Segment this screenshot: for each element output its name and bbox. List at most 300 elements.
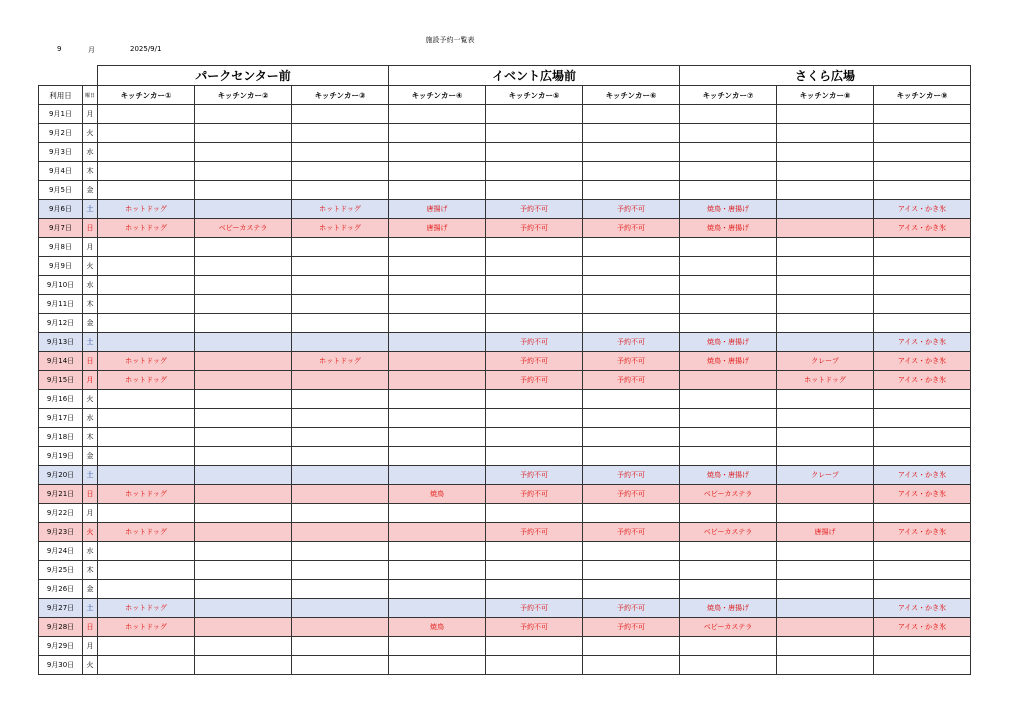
reservation-cell[interactable]: [583, 637, 680, 656]
reservation-cell[interactable]: [777, 447, 874, 466]
reservation-cell[interactable]: [874, 637, 971, 656]
reservation-cell[interactable]: [680, 295, 777, 314]
reservation-cell[interactable]: [583, 181, 680, 200]
reservation-cell[interactable]: [389, 143, 486, 162]
reservation-cell[interactable]: [486, 428, 583, 447]
reservation-cell[interactable]: [874, 105, 971, 124]
reservation-cell[interactable]: ベビーカステラ: [680, 485, 777, 504]
reservation-cell[interactable]: [486, 314, 583, 333]
reservation-cell[interactable]: [680, 314, 777, 333]
date-cell[interactable]: 9月22日: [39, 504, 83, 523]
reservation-cell[interactable]: [98, 162, 195, 181]
reservation-cell[interactable]: [874, 409, 971, 428]
reservation-cell[interactable]: [195, 580, 292, 599]
reservation-cell[interactable]: [98, 276, 195, 295]
reservation-cell[interactable]: [389, 295, 486, 314]
reservation-cell[interactable]: 予約不可: [583, 523, 680, 542]
reservation-cell[interactable]: ホットドッグ: [777, 371, 874, 390]
weekday-cell[interactable]: 火: [83, 523, 98, 542]
reservation-cell[interactable]: [98, 181, 195, 200]
reservation-cell[interactable]: アイス・かき氷: [874, 219, 971, 238]
reservation-cell[interactable]: クレープ: [777, 466, 874, 485]
reservation-cell[interactable]: [389, 428, 486, 447]
reservation-cell[interactable]: 焼鳥・唐揚げ: [680, 599, 777, 618]
reservation-cell[interactable]: [680, 580, 777, 599]
reservation-cell[interactable]: [98, 295, 195, 314]
reservation-cell[interactable]: [583, 428, 680, 447]
reservation-cell[interactable]: [583, 105, 680, 124]
reservation-cell[interactable]: [195, 618, 292, 637]
reservation-cell[interactable]: 予約不可: [486, 599, 583, 618]
reservation-cell[interactable]: [583, 276, 680, 295]
reservation-cell[interactable]: 予約不可: [583, 371, 680, 390]
reservation-cell[interactable]: [292, 466, 389, 485]
reservation-cell[interactable]: [680, 124, 777, 143]
reservation-cell[interactable]: [389, 105, 486, 124]
reservation-cell[interactable]: [486, 295, 583, 314]
reservation-cell[interactable]: [292, 656, 389, 675]
reservation-cell[interactable]: [777, 637, 874, 656]
reservation-cell[interactable]: [292, 428, 389, 447]
reservation-cell[interactable]: 焼鳥: [389, 618, 486, 637]
reservation-cell[interactable]: 予約不可: [583, 219, 680, 238]
reservation-cell[interactable]: [583, 295, 680, 314]
date-cell[interactable]: 9月15日: [39, 371, 83, 390]
reservation-cell[interactable]: [583, 656, 680, 675]
reservation-cell[interactable]: 予約不可: [583, 485, 680, 504]
reservation-cell[interactable]: [195, 447, 292, 466]
reservation-cell[interactable]: [389, 352, 486, 371]
reservation-cell[interactable]: [98, 238, 195, 257]
reservation-cell[interactable]: [486, 238, 583, 257]
reservation-cell[interactable]: [389, 390, 486, 409]
reservation-cell[interactable]: 予約不可: [583, 200, 680, 219]
reservation-cell[interactable]: アイス・かき氷: [874, 371, 971, 390]
reservation-cell[interactable]: 予約不可: [583, 599, 680, 618]
reservation-cell[interactable]: [486, 447, 583, 466]
reservation-cell[interactable]: ホットドッグ: [292, 219, 389, 238]
reservation-cell[interactable]: [292, 124, 389, 143]
reservation-cell[interactable]: [292, 485, 389, 504]
reservation-cell[interactable]: アイス・かき氷: [874, 200, 971, 219]
reservation-cell[interactable]: [389, 238, 486, 257]
weekday-cell[interactable]: 金: [83, 580, 98, 599]
reservation-cell[interactable]: [486, 143, 583, 162]
reservation-cell[interactable]: [292, 599, 389, 618]
reservation-cell[interactable]: [777, 276, 874, 295]
reservation-cell[interactable]: ホットドッグ: [98, 371, 195, 390]
reservation-cell[interactable]: [389, 466, 486, 485]
reservation-cell[interactable]: [292, 276, 389, 295]
reservation-cell[interactable]: [98, 466, 195, 485]
reservation-cell[interactable]: [389, 162, 486, 181]
reservation-cell[interactable]: [583, 124, 680, 143]
reservation-cell[interactable]: [777, 314, 874, 333]
reservation-cell[interactable]: [195, 143, 292, 162]
reservation-cell[interactable]: [680, 409, 777, 428]
reservation-cell[interactable]: [292, 238, 389, 257]
weekday-cell[interactable]: 金: [83, 314, 98, 333]
reservation-cell[interactable]: 焼鳥・唐揚げ: [680, 219, 777, 238]
date-cell[interactable]: 9月7日: [39, 219, 83, 238]
date-cell[interactable]: 9月3日: [39, 143, 83, 162]
reservation-cell[interactable]: [389, 371, 486, 390]
date-cell[interactable]: 9月4日: [39, 162, 83, 181]
date-cell[interactable]: 9月2日: [39, 124, 83, 143]
reservation-cell[interactable]: [98, 656, 195, 675]
reservation-cell[interactable]: [389, 447, 486, 466]
reservation-cell[interactable]: [292, 447, 389, 466]
reservation-cell[interactable]: [292, 637, 389, 656]
reservation-cell[interactable]: [874, 143, 971, 162]
reservation-cell[interactable]: [98, 409, 195, 428]
reservation-cell[interactable]: [292, 409, 389, 428]
reservation-cell[interactable]: 予約不可: [486, 466, 583, 485]
reservation-cell[interactable]: [874, 542, 971, 561]
date-cell[interactable]: 9月10日: [39, 276, 83, 295]
reservation-cell[interactable]: [874, 390, 971, 409]
reservation-cell[interactable]: [195, 523, 292, 542]
reservation-cell[interactable]: [680, 561, 777, 580]
weekday-cell[interactable]: 土: [83, 200, 98, 219]
reservation-cell[interactable]: [777, 599, 874, 618]
weekday-cell[interactable]: 金: [83, 447, 98, 466]
reservation-cell[interactable]: ホットドッグ: [292, 352, 389, 371]
weekday-cell[interactable]: 日: [83, 352, 98, 371]
weekday-cell[interactable]: 金: [83, 181, 98, 200]
reservation-cell[interactable]: [874, 162, 971, 181]
weekday-cell[interactable]: 火: [83, 390, 98, 409]
reservation-cell[interactable]: [389, 257, 486, 276]
reservation-cell[interactable]: [680, 257, 777, 276]
date-cell[interactable]: 9月27日: [39, 599, 83, 618]
reservation-cell[interactable]: [98, 143, 195, 162]
reservation-cell[interactable]: [292, 257, 389, 276]
reservation-cell[interactable]: [292, 523, 389, 542]
weekday-cell[interactable]: 月: [83, 504, 98, 523]
reservation-cell[interactable]: [874, 504, 971, 523]
weekday-cell[interactable]: 木: [83, 561, 98, 580]
reservation-cell[interactable]: [680, 105, 777, 124]
reservation-cell[interactable]: [777, 295, 874, 314]
reservation-cell[interactable]: 焼鳥・唐揚げ: [680, 466, 777, 485]
reservation-cell[interactable]: [777, 257, 874, 276]
reservation-cell[interactable]: [486, 276, 583, 295]
reservation-cell[interactable]: [583, 390, 680, 409]
reservation-cell[interactable]: [680, 276, 777, 295]
reservation-cell[interactable]: [98, 105, 195, 124]
reservation-cell[interactable]: [680, 181, 777, 200]
reservation-cell[interactable]: [486, 162, 583, 181]
reservation-cell[interactable]: 予約不可: [583, 466, 680, 485]
date-cell[interactable]: 9月11日: [39, 295, 83, 314]
reservation-cell[interactable]: [389, 181, 486, 200]
reservation-cell[interactable]: [583, 162, 680, 181]
reservation-cell[interactable]: [680, 637, 777, 656]
reservation-cell[interactable]: [195, 409, 292, 428]
reservation-cell[interactable]: [680, 371, 777, 390]
date-cell[interactable]: 9月29日: [39, 637, 83, 656]
reservation-cell[interactable]: [680, 542, 777, 561]
reservation-cell[interactable]: [195, 390, 292, 409]
reservation-cell[interactable]: 焼鳥: [389, 485, 486, 504]
reservation-cell[interactable]: [389, 542, 486, 561]
reservation-cell[interactable]: [874, 314, 971, 333]
date-cell[interactable]: 9月24日: [39, 542, 83, 561]
reservation-cell[interactable]: [195, 200, 292, 219]
reservation-cell[interactable]: [583, 580, 680, 599]
reservation-cell[interactable]: ホットドッグ: [98, 618, 195, 637]
reservation-cell[interactable]: [486, 504, 583, 523]
reservation-cell[interactable]: [98, 428, 195, 447]
reservation-cell[interactable]: 唐揚げ: [389, 200, 486, 219]
weekday-cell[interactable]: 月: [83, 238, 98, 257]
reservation-cell[interactable]: [389, 523, 486, 542]
reservation-cell[interactable]: [583, 257, 680, 276]
date-cell[interactable]: 9月5日: [39, 181, 83, 200]
weekday-cell[interactable]: 水: [83, 276, 98, 295]
reservation-cell[interactable]: [389, 580, 486, 599]
reservation-cell[interactable]: ホットドッグ: [98, 219, 195, 238]
reservation-cell[interactable]: [195, 276, 292, 295]
reservation-cell[interactable]: [292, 390, 389, 409]
reservation-cell[interactable]: [777, 200, 874, 219]
reservation-cell[interactable]: アイス・かき氷: [874, 523, 971, 542]
reservation-cell[interactable]: [777, 504, 874, 523]
reservation-cell[interactable]: [98, 314, 195, 333]
weekday-cell[interactable]: 日: [83, 219, 98, 238]
reservation-cell[interactable]: [680, 390, 777, 409]
reservation-cell[interactable]: [98, 561, 195, 580]
reservation-cell[interactable]: [98, 447, 195, 466]
reservation-cell[interactable]: [292, 295, 389, 314]
weekday-cell[interactable]: 日: [83, 618, 98, 637]
reservation-cell[interactable]: [389, 561, 486, 580]
reservation-cell[interactable]: [583, 561, 680, 580]
reservation-cell[interactable]: [486, 181, 583, 200]
reservation-cell[interactable]: [98, 333, 195, 352]
weekday-cell[interactable]: 土: [83, 599, 98, 618]
reservation-cell[interactable]: 予約不可: [486, 333, 583, 352]
reservation-cell[interactable]: 焼鳥・唐揚げ: [680, 333, 777, 352]
date-cell[interactable]: 9月12日: [39, 314, 83, 333]
reservation-cell[interactable]: [874, 656, 971, 675]
date-cell[interactable]: 9月30日: [39, 656, 83, 675]
reservation-cell[interactable]: [583, 504, 680, 523]
reservation-cell[interactable]: [389, 637, 486, 656]
date-cell[interactable]: 9月9日: [39, 257, 83, 276]
date-cell[interactable]: 9月1日: [39, 105, 83, 124]
reservation-cell[interactable]: 予約不可: [486, 371, 583, 390]
reservation-cell[interactable]: [195, 314, 292, 333]
weekday-cell[interactable]: 火: [83, 257, 98, 276]
reservation-cell[interactable]: [486, 542, 583, 561]
weekday-cell[interactable]: 月: [83, 371, 98, 390]
reservation-cell[interactable]: [195, 504, 292, 523]
reservation-cell[interactable]: [195, 428, 292, 447]
date-cell[interactable]: 9月16日: [39, 390, 83, 409]
reservation-cell[interactable]: 予約不可: [583, 352, 680, 371]
reservation-cell[interactable]: [680, 447, 777, 466]
date-cell[interactable]: 9月8日: [39, 238, 83, 257]
reservation-cell[interactable]: 予約不可: [486, 618, 583, 637]
reservation-cell[interactable]: [98, 124, 195, 143]
reservation-cell[interactable]: [195, 371, 292, 390]
reservation-cell[interactable]: [292, 580, 389, 599]
reservation-cell[interactable]: ホットドッグ: [98, 200, 195, 219]
reservation-cell[interactable]: [195, 124, 292, 143]
reservation-cell[interactable]: [874, 428, 971, 447]
weekday-cell[interactable]: 土: [83, 333, 98, 352]
reservation-cell[interactable]: クレープ: [777, 352, 874, 371]
reservation-cell[interactable]: [389, 276, 486, 295]
reservation-cell[interactable]: [874, 447, 971, 466]
reservation-cell[interactable]: [389, 333, 486, 352]
reservation-cell[interactable]: [874, 181, 971, 200]
reservation-cell[interactable]: [195, 637, 292, 656]
reservation-cell[interactable]: [292, 333, 389, 352]
reservation-cell[interactable]: ホットドッグ: [98, 523, 195, 542]
date-cell[interactable]: 9月21日: [39, 485, 83, 504]
reservation-cell[interactable]: 予約不可: [486, 485, 583, 504]
reservation-cell[interactable]: [195, 295, 292, 314]
reservation-cell[interactable]: [874, 295, 971, 314]
reservation-cell[interactable]: [195, 257, 292, 276]
weekday-cell[interactable]: 水: [83, 542, 98, 561]
reservation-cell[interactable]: [486, 390, 583, 409]
reservation-cell[interactable]: [389, 314, 486, 333]
reservation-cell[interactable]: [292, 181, 389, 200]
reservation-cell[interactable]: [583, 143, 680, 162]
reservation-cell[interactable]: [777, 333, 874, 352]
reservation-cell[interactable]: [486, 637, 583, 656]
reservation-cell[interactable]: 予約不可: [486, 219, 583, 238]
reservation-cell[interactable]: [195, 181, 292, 200]
reservation-cell[interactable]: [680, 143, 777, 162]
weekday-cell[interactable]: 日: [83, 485, 98, 504]
reservation-cell[interactable]: [777, 219, 874, 238]
weekday-cell[interactable]: 土: [83, 466, 98, 485]
reservation-cell[interactable]: [195, 561, 292, 580]
weekday-cell[interactable]: 木: [83, 428, 98, 447]
date-cell[interactable]: 9月6日: [39, 200, 83, 219]
reservation-cell[interactable]: [777, 409, 874, 428]
reservation-cell[interactable]: アイス・かき氷: [874, 466, 971, 485]
reservation-cell[interactable]: ホットドッグ: [98, 485, 195, 504]
reservation-cell[interactable]: [292, 561, 389, 580]
reservation-cell[interactable]: 焼鳥・唐揚げ: [680, 352, 777, 371]
reservation-cell[interactable]: [777, 105, 874, 124]
reservation-cell[interactable]: アイス・かき氷: [874, 618, 971, 637]
reservation-cell[interactable]: [195, 238, 292, 257]
reservation-cell[interactable]: [777, 561, 874, 580]
reservation-cell[interactable]: [389, 124, 486, 143]
reservation-cell[interactable]: [777, 390, 874, 409]
reservation-cell[interactable]: [389, 504, 486, 523]
reservation-cell[interactable]: [195, 599, 292, 618]
reservation-cell[interactable]: [680, 238, 777, 257]
reservation-cell[interactable]: [195, 105, 292, 124]
reservation-cell[interactable]: アイス・かき氷: [874, 333, 971, 352]
date-cell[interactable]: 9月25日: [39, 561, 83, 580]
reservation-cell[interactable]: [777, 181, 874, 200]
reservation-cell[interactable]: [777, 428, 874, 447]
reservation-cell[interactable]: [486, 257, 583, 276]
reservation-cell[interactable]: 予約不可: [486, 352, 583, 371]
date-cell[interactable]: 9月20日: [39, 466, 83, 485]
reservation-cell[interactable]: [98, 504, 195, 523]
reservation-cell[interactable]: [292, 542, 389, 561]
date-cell[interactable]: 9月23日: [39, 523, 83, 542]
date-cell[interactable]: 9月17日: [39, 409, 83, 428]
reservation-cell[interactable]: ホットドッグ: [98, 599, 195, 618]
reservation-cell[interactable]: [98, 390, 195, 409]
reservation-cell[interactable]: ベビーカステラ: [195, 219, 292, 238]
date-cell[interactable]: 9月18日: [39, 428, 83, 447]
reservation-cell[interactable]: [777, 238, 874, 257]
reservation-cell[interactable]: [680, 428, 777, 447]
reservation-cell[interactable]: アイス・かき氷: [874, 352, 971, 371]
reservation-cell[interactable]: 予約不可: [486, 523, 583, 542]
reservation-cell[interactable]: [195, 656, 292, 675]
reservation-cell[interactable]: [874, 238, 971, 257]
reservation-cell[interactable]: [874, 561, 971, 580]
reservation-cell[interactable]: [777, 656, 874, 675]
reservation-cell[interactable]: ベビーカステラ: [680, 523, 777, 542]
reservation-cell[interactable]: [195, 542, 292, 561]
reservation-cell[interactable]: 予約不可: [583, 618, 680, 637]
reservation-cell[interactable]: [874, 257, 971, 276]
reservation-cell[interactable]: [389, 599, 486, 618]
reservation-cell[interactable]: [195, 466, 292, 485]
reservation-cell[interactable]: [680, 504, 777, 523]
reservation-cell[interactable]: [195, 352, 292, 371]
date-cell[interactable]: 9月13日: [39, 333, 83, 352]
reservation-cell[interactable]: [583, 447, 680, 466]
weekday-cell[interactable]: 木: [83, 162, 98, 181]
reservation-cell[interactable]: [486, 124, 583, 143]
reservation-cell[interactable]: [583, 542, 680, 561]
reservation-cell[interactable]: [777, 143, 874, 162]
reservation-cell[interactable]: [292, 143, 389, 162]
date-cell[interactable]: 9月19日: [39, 447, 83, 466]
reservation-cell[interactable]: [680, 656, 777, 675]
reservation-cell[interactable]: [777, 162, 874, 181]
reservation-cell[interactable]: [486, 580, 583, 599]
reservation-cell[interactable]: [486, 105, 583, 124]
reservation-cell[interactable]: [292, 371, 389, 390]
reservation-cell[interactable]: [777, 542, 874, 561]
reservation-cell[interactable]: 予約不可: [583, 333, 680, 352]
reservation-cell[interactable]: ホットドッグ: [98, 352, 195, 371]
reservation-cell[interactable]: [98, 542, 195, 561]
reservation-cell[interactable]: アイス・かき氷: [874, 599, 971, 618]
weekday-cell[interactable]: 火: [83, 124, 98, 143]
reservation-cell[interactable]: [195, 333, 292, 352]
reservation-cell[interactable]: [292, 314, 389, 333]
reservation-cell[interactable]: [389, 656, 486, 675]
reservation-cell[interactable]: [874, 276, 971, 295]
weekday-cell[interactable]: 木: [83, 295, 98, 314]
reservation-cell[interactable]: [777, 618, 874, 637]
reservation-cell[interactable]: [486, 561, 583, 580]
reservation-cell[interactable]: [583, 409, 680, 428]
reservation-cell[interactable]: [486, 656, 583, 675]
reservation-cell[interactable]: アイス・かき氷: [874, 485, 971, 504]
reservation-cell[interactable]: [292, 618, 389, 637]
weekday-cell[interactable]: 月: [83, 105, 98, 124]
reservation-cell[interactable]: ベビーカステラ: [680, 618, 777, 637]
